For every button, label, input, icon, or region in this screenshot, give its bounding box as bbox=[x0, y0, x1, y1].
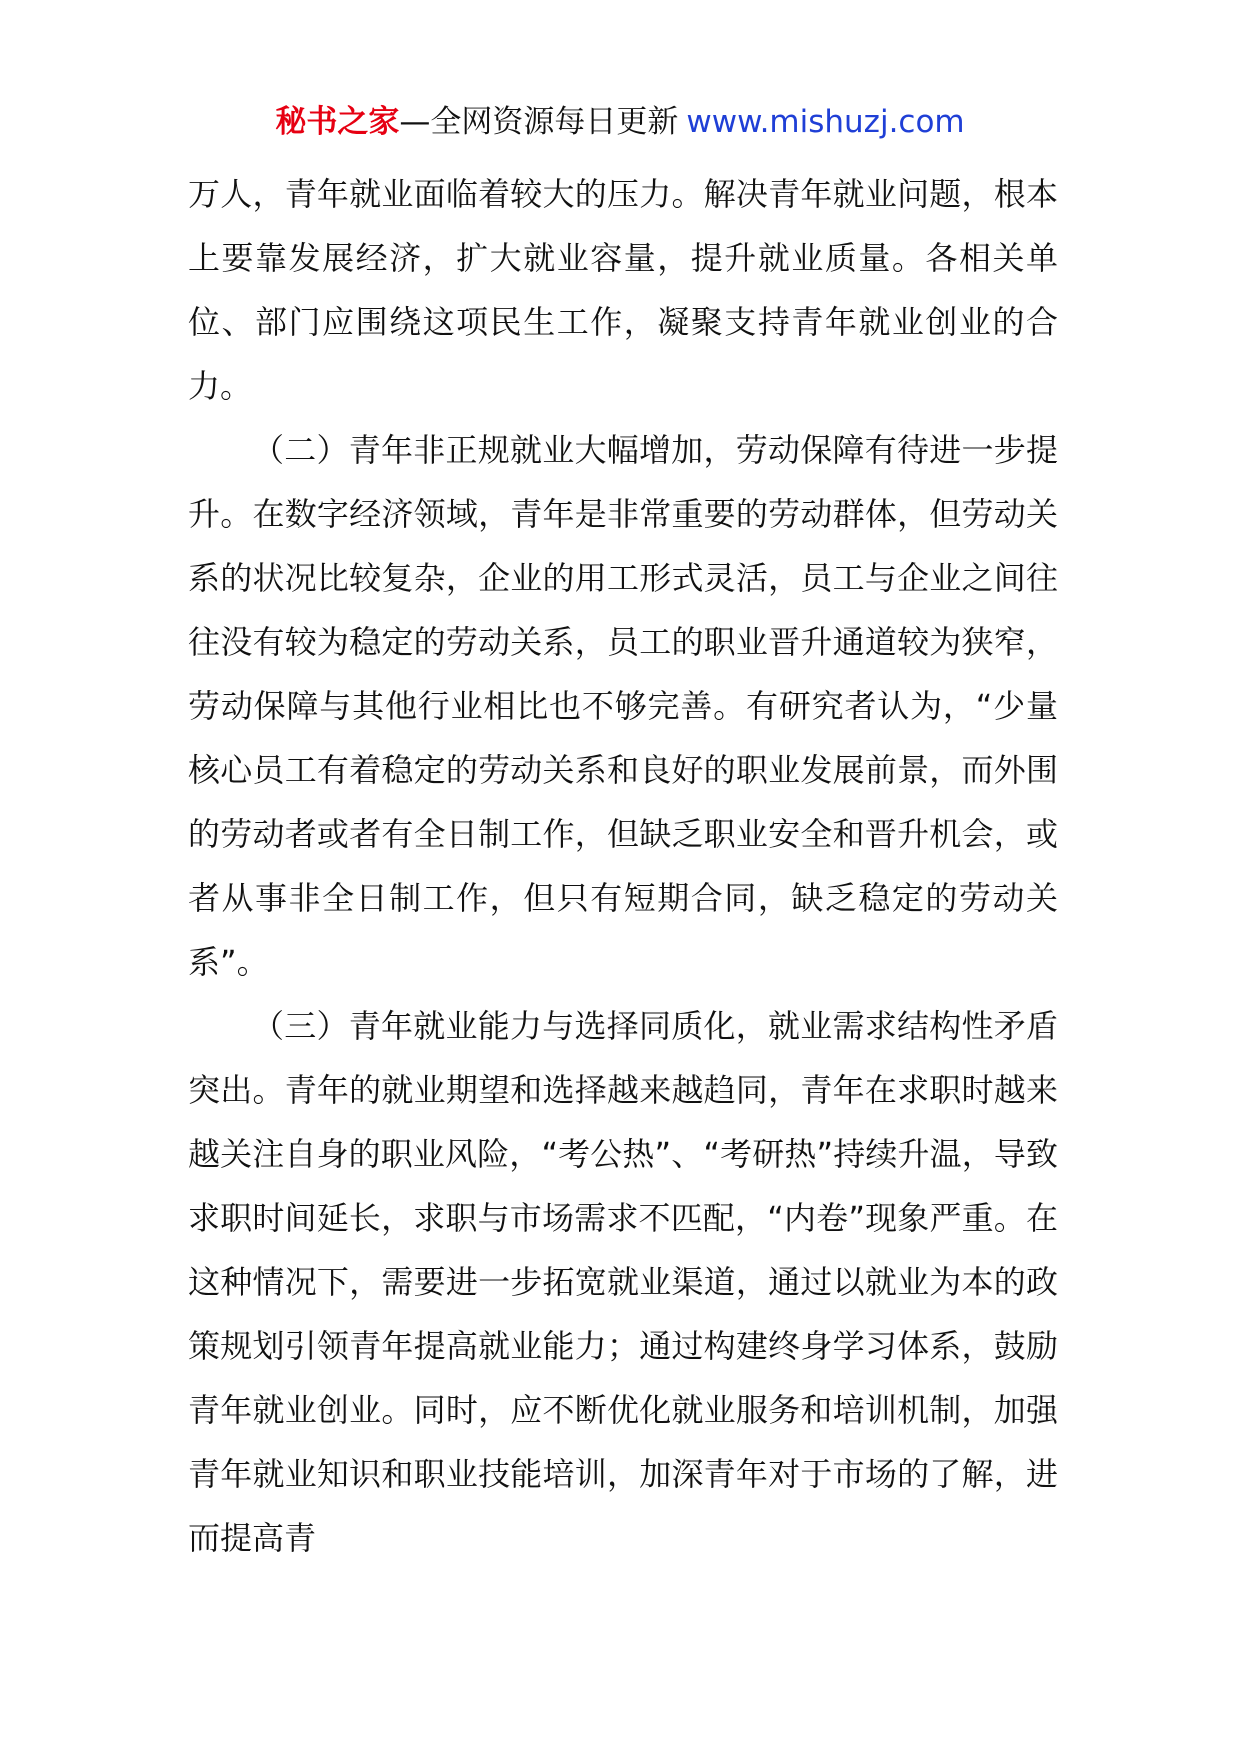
header-tagline: —全网资源每日更新 bbox=[399, 104, 679, 140]
paragraph-section-2: （二）青年非正规就业大幅增加，劳动保障有待进一步提升。在数字经济领域，青年是非常重要的劳动群体，但劳动关系的状况比较复杂，企业的用工形式灵活，员工与企业之间往往没有较为稳定的劳动关系，员工的职业晋升通道较为狭窄，劳动保障与其他行业相比也不够完善。有研究者认为，“少量核心员工有着稳定的劳动关系和良好的职业发展前景，而外围的劳动者或者有全日制工作，但缺乏职业安全和晋升机会，或者从事非全日制工作，但只有短期合同，缺乏稳定的劳动关系”。 bbox=[188, 431, 1058, 981]
paragraph-continued: 万人，青年就业面临着较大的压力。解决青年就业问题，根本上要靠发展经济，扩大就业容量，提升就业质量。各相关单位、部门应围绕这项民生工作，凝聚支持青年就业创业的合力。 bbox=[188, 175, 1058, 405]
brand-name: 秘书之家 bbox=[275, 104, 400, 140]
page-header bbox=[0, 100, 1240, 144]
paragraph-section-3: （三）青年就业能力与选择同质化，就业需求结构性矛盾突出。青年的就业期望和选择越来越趋同，青年在求职时越来越关注自身的职业风险，“考公热”、“考研热”持续升温，导致求职时间延长，求职与市场需求不匹配，“内卷”现象严重。在这种情况下，需要进一步拓宽就业渠道，通过以就业为本的政策规划引领青年提高就业能力；通过构建终身学习体系，鼓励青年就业创业。同时，应不断优化就业服务和培训机制，加强青年就业知识和职业技能培训，加深青年对于市场的了解，进而提高青 bbox=[188, 1007, 1058, 1557]
website-link[interactable]: www.mishuzj.com bbox=[686, 104, 965, 140]
document-body bbox=[188, 162, 1058, 1570]
